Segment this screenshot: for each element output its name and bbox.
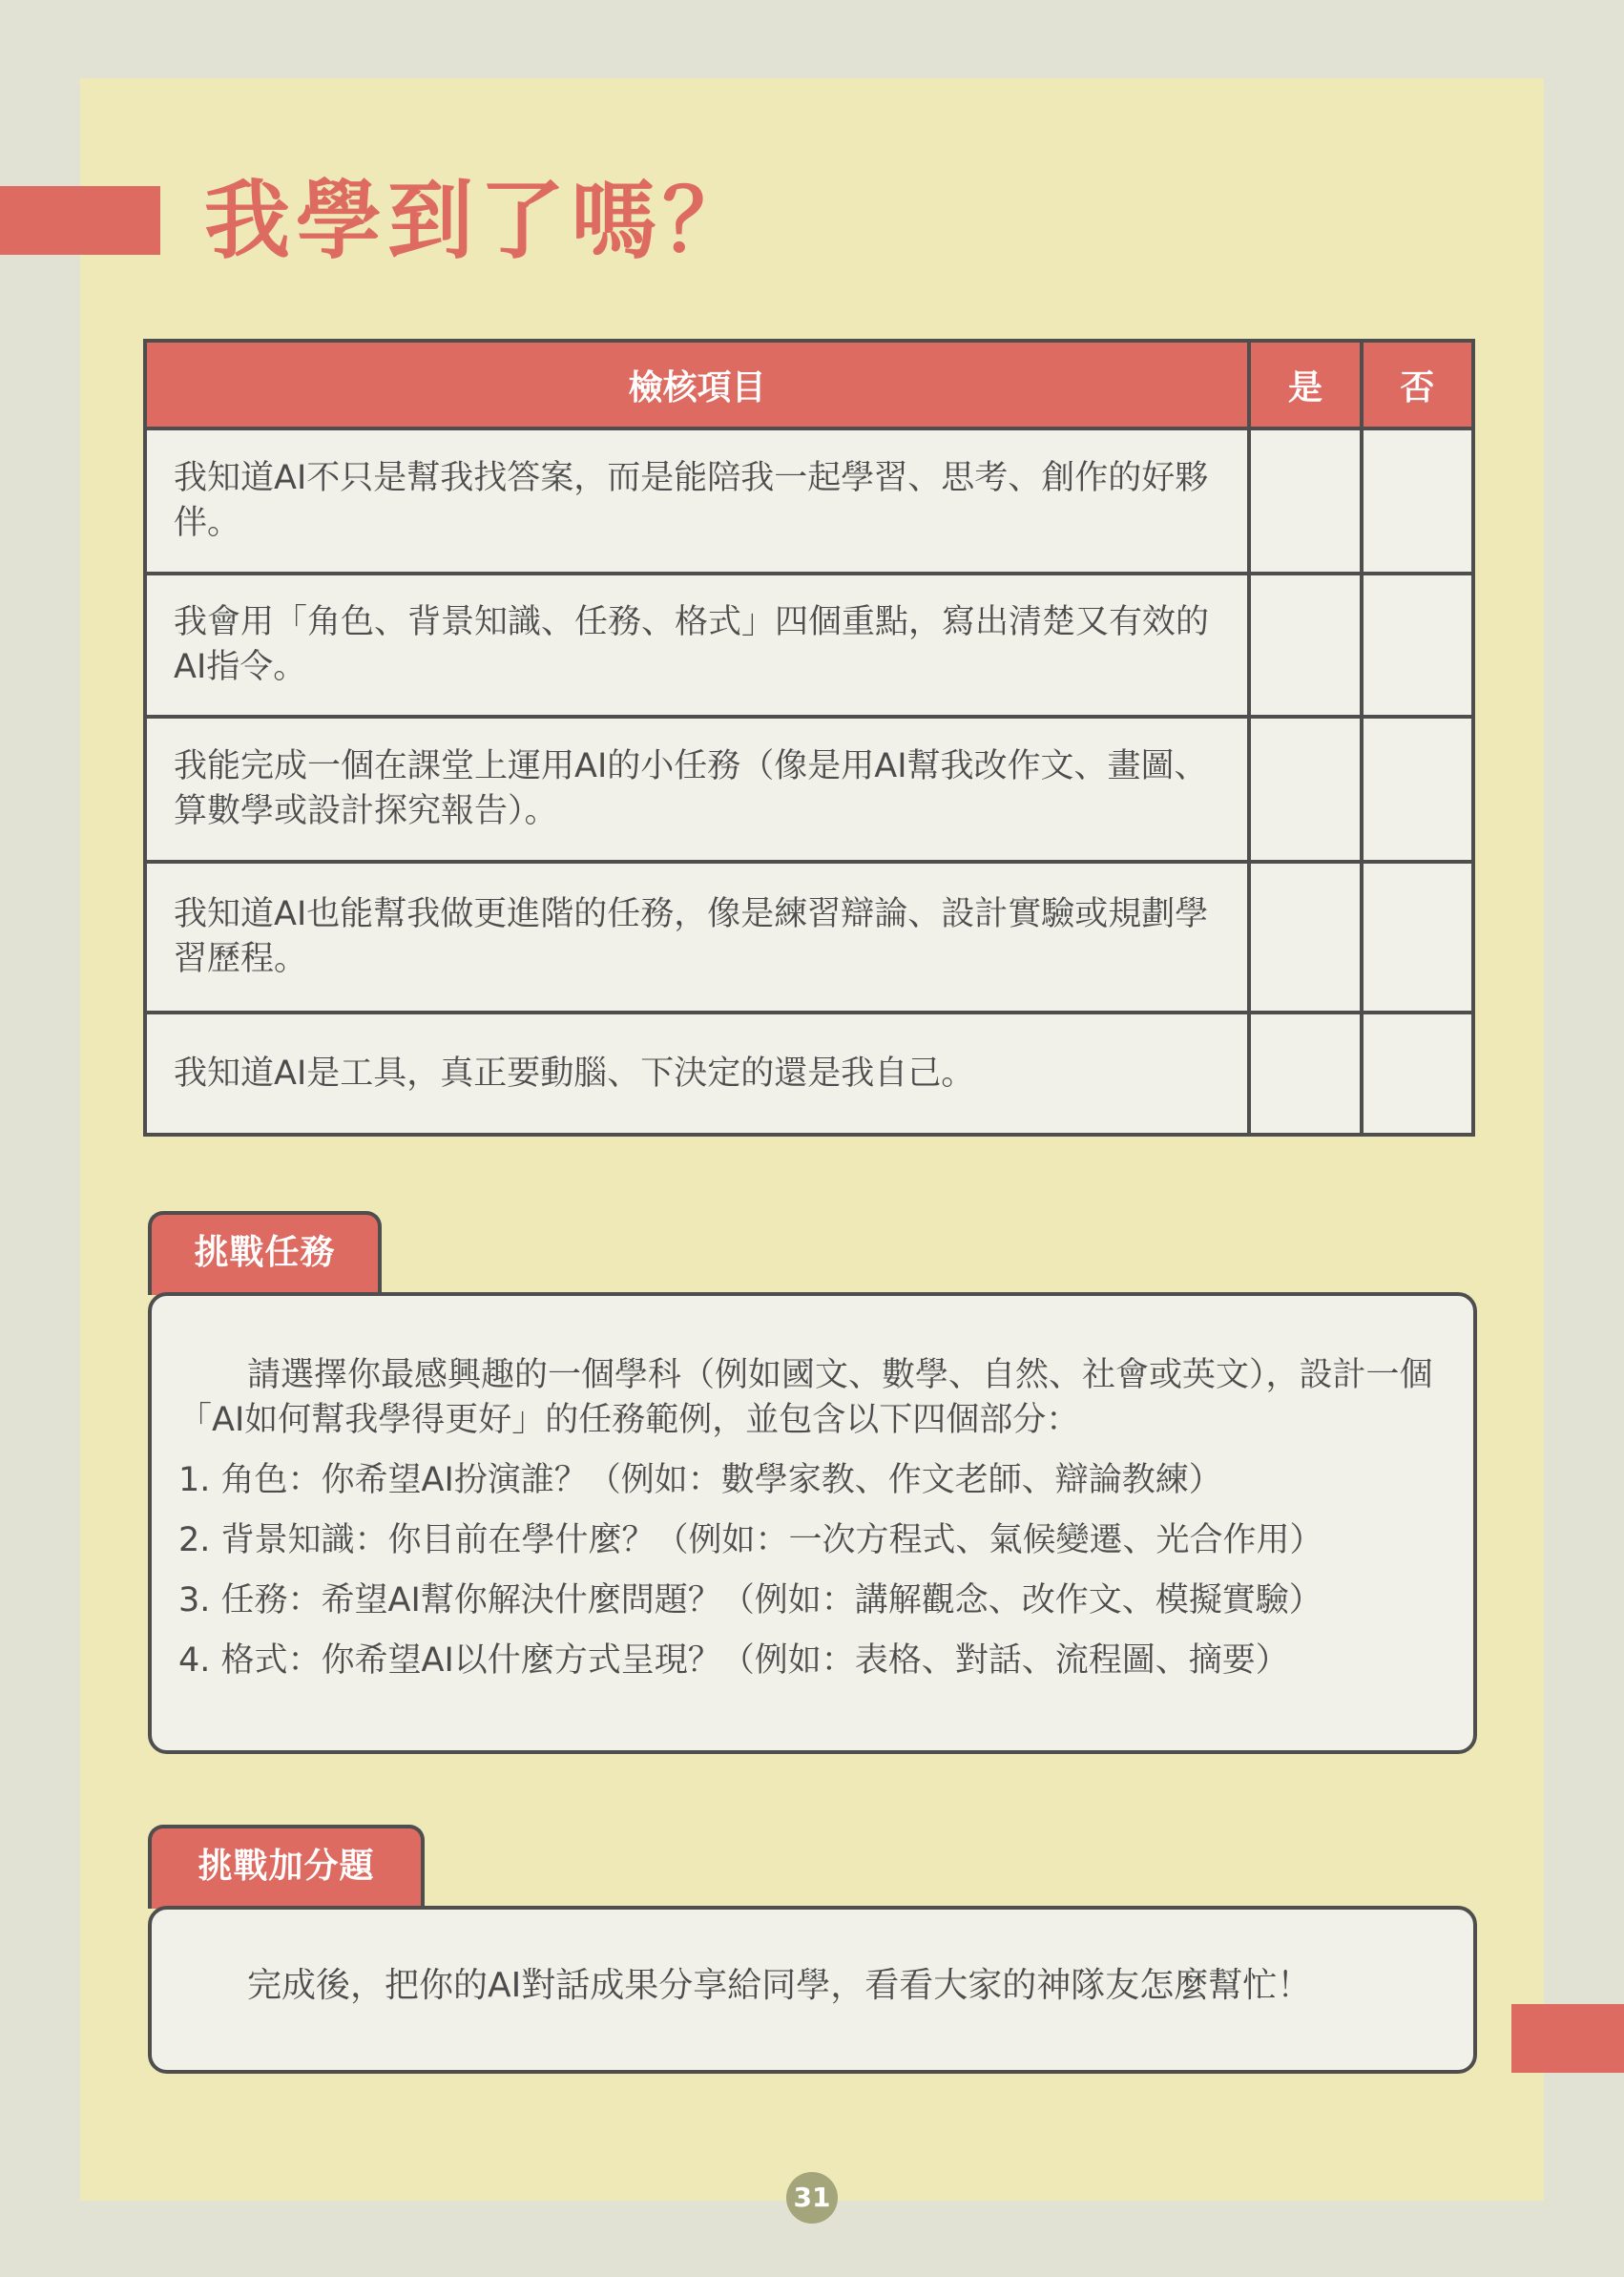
yes-checkbox-cell[interactable] [1249, 862, 1361, 1013]
table-row [145, 717, 1473, 862]
check-item-text: 我能完成一個在課堂上運用AI的小任務（像是用AI幫我改作文、畫圖、算數學或設計探究報告）。 [145, 717, 1249, 862]
check-item-text: 我會用「角色、背景知識、任務、格式」四個重點，寫出清楚又有效的AI指令。 [145, 574, 1249, 717]
yes-checkbox-cell[interactable] [1249, 1013, 1361, 1135]
challenge-box [148, 1292, 1477, 1754]
table-row [145, 1013, 1473, 1135]
header-no: 否 [1362, 341, 1473, 428]
list-item: 3. 任務：希望AI幫你解決什麼問題？（例如：講解觀念、改作文、模擬實驗） [178, 1581, 1322, 1619]
yes-checkbox-cell[interactable] [1249, 428, 1361, 574]
table-header-row [145, 341, 1473, 428]
table-row [145, 574, 1473, 717]
no-checkbox-cell[interactable] [1362, 717, 1473, 862]
self-check-table [143, 339, 1475, 1137]
page-number-badge: 31 [786, 2172, 838, 2224]
header-yes: 是 [1249, 341, 1361, 428]
challenge-intro: 請選擇你最感興趣的一個學科（例如國文、數學、自然、社會或英文），設計一個「AI如何幫我學得更好」的任務範例，並包含以下四個部分： [178, 1356, 1433, 1439]
page-title: 我學到了嗎？ [204, 171, 754, 271]
challenge-steps-list [178, 1458, 1447, 1683]
no-checkbox-cell[interactable] [1362, 1013, 1473, 1135]
bonus-tab-label: 挑戰加分題 [148, 1825, 425, 1909]
no-checkbox-cell[interactable] [1362, 428, 1473, 574]
check-item-text: 我知道AI也能幫我做更進階的任務，像是練習辯論、設計實驗或規劃學習歷程。 [145, 862, 1249, 1013]
right-accent-bar [1511, 2004, 1624, 2073]
yes-checkbox-cell[interactable] [1249, 717, 1361, 862]
header-check-item: 檢核項目 [145, 341, 1249, 428]
bonus-text: 完成後，把你的AI對話成果分享給同學，看看大家的神隊友怎麼幫忙！ [247, 1966, 1312, 2005]
table-row [145, 428, 1473, 574]
check-item-text: 我知道AI是工具，真正要動腦、下決定的還是我自己。 [145, 1013, 1249, 1135]
left-accent-bar [0, 186, 160, 255]
yes-checkbox-cell[interactable] [1249, 574, 1361, 717]
bonus-box [148, 1906, 1477, 2074]
list-item: 4. 格式：你希望AI以什麼方式呈現？（例如：表格、對話、流程圖、摘要） [178, 1641, 1289, 1680]
challenge-tab-label: 挑戰任務 [148, 1211, 382, 1295]
check-item-text: 我知道AI不只是幫我找答案，而是能陪我一起學習、思考、創作的好夥伴。 [145, 428, 1249, 574]
list-item: 2. 背景知識：你目前在學什麼？（例如：一次方程式、氣候變遷、光合作用） [178, 1521, 1323, 1559]
no-checkbox-cell[interactable] [1362, 574, 1473, 717]
list-item: 1. 角色：你希望AI扮演誰？（例如：數學家教、作文老師、辯論教練） [178, 1461, 1222, 1499]
no-checkbox-cell[interactable] [1362, 862, 1473, 1013]
table-row [145, 862, 1473, 1013]
